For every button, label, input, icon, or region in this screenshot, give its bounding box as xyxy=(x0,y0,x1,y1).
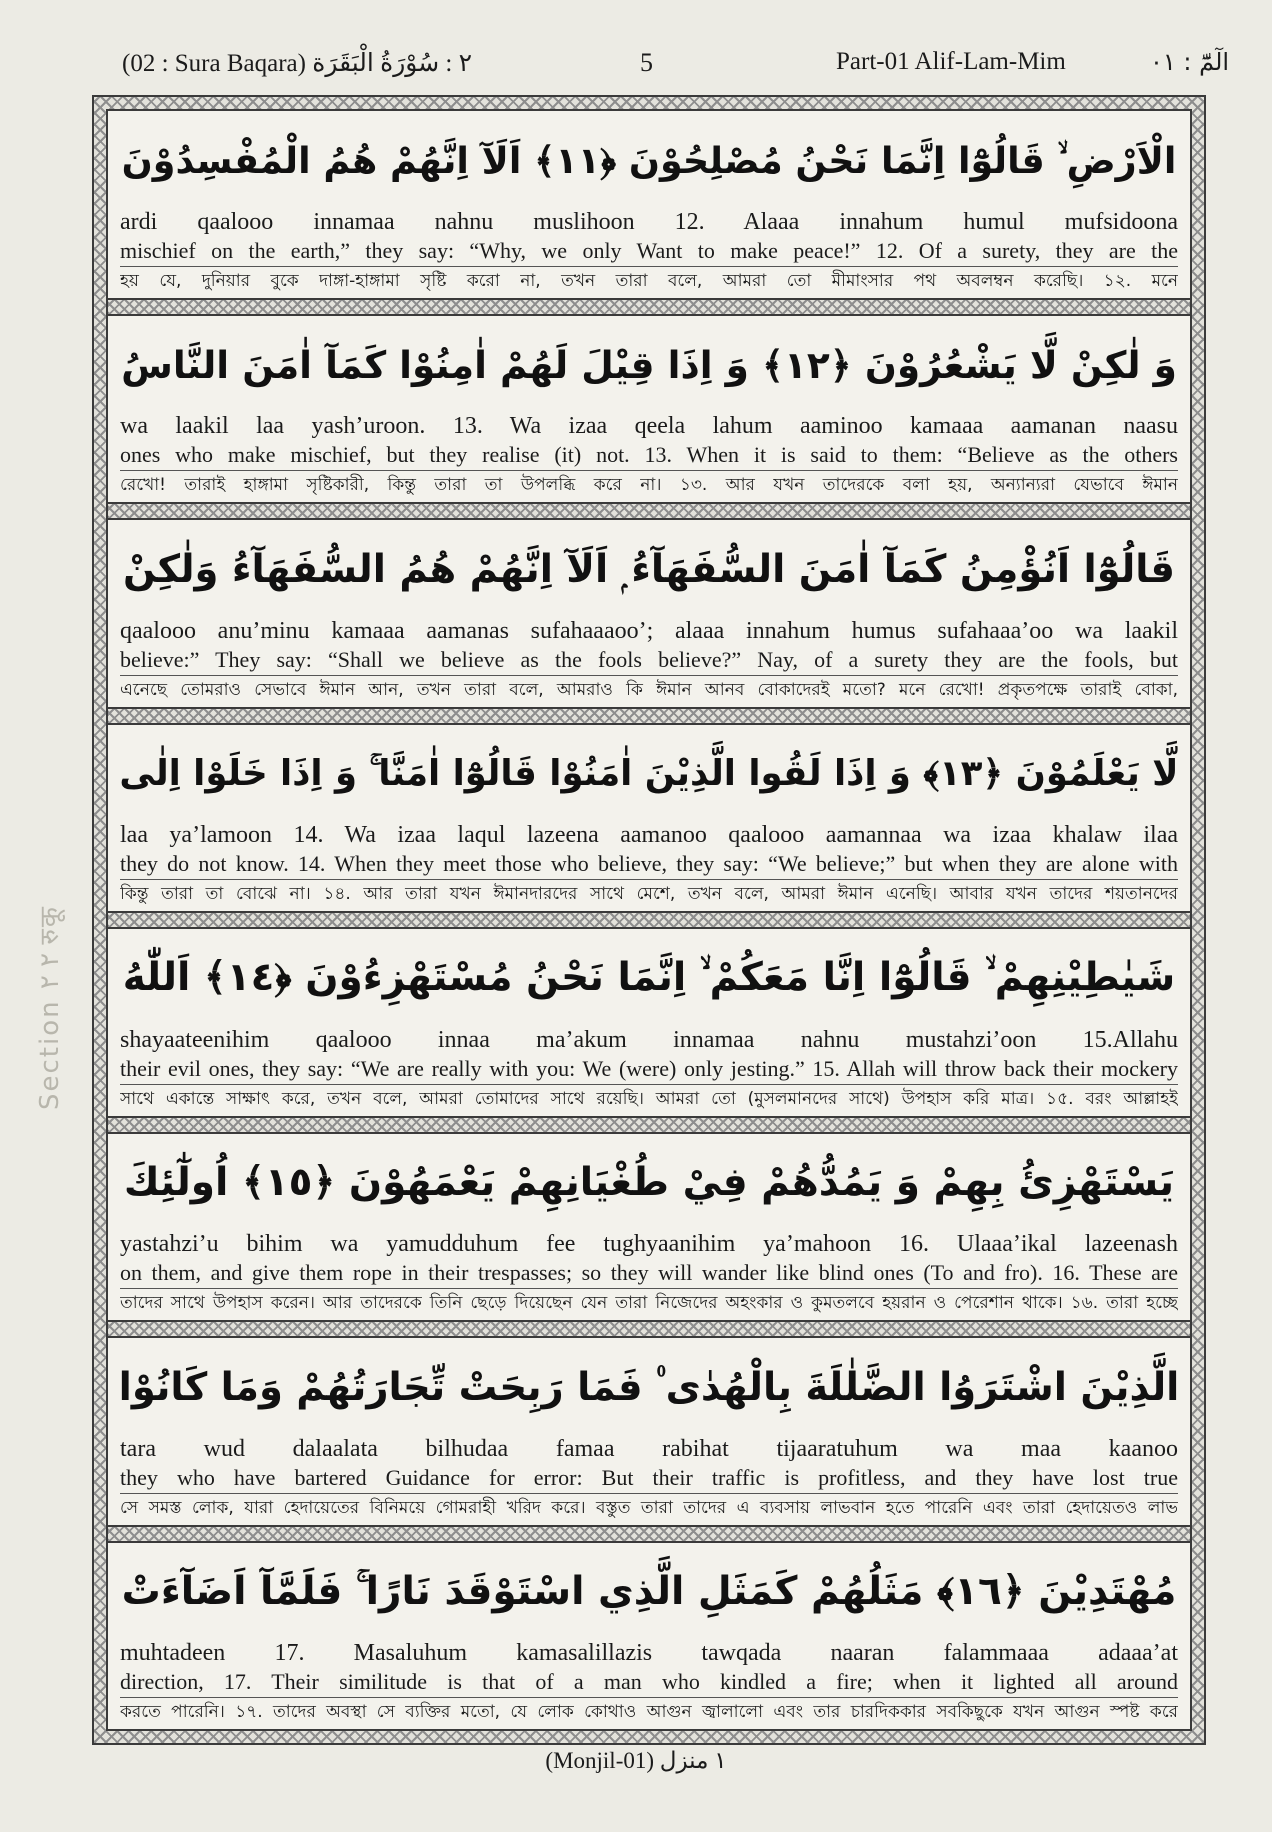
transliteration: shayaateenihim qaalooo innaa ma’akum innamaa nahnu mustahzi’oon 15.Allahu xyxy=(120,1026,1178,1053)
verse-block xyxy=(108,316,1190,503)
verse-block xyxy=(108,1338,1190,1525)
arabic-text: وَ لٰكِنْ لَّا يَشْعُرُوْنَ ﴿١٢﴾ وَ اِذَا قِيْلَ لَهُمْ اٰمِنُوْا كَمَآ اٰمَنَ النَّاسُ xyxy=(121,342,1177,387)
transliteration: laa ya’lamoon 14. Wa izaa laqul lazeena aamanoo qaalooo aamannaa wa izaa khalaw ilaa xyxy=(120,822,1178,848)
transliteration: ardi qaalooo innamaa nahnu muslihoon 12. Alaaa innahum humul mufsidoona xyxy=(120,208,1178,235)
sura-title: (02 : Sura Baqara) ٢ : سُوْرَةُ الْبَقَرَة xyxy=(122,50,473,77)
english-translation: believe:” They say: “Shall we believe as the fools believe?” Nay, of a surety they are the fools, but xyxy=(120,646,1178,672)
bengali-translation: হয় যে, দুনিয়ার বুকে দাঙ্গা-হাঙ্গামা সৃষ্টি করো না, তখন তারা বলে, আমরা তো মীমাংসার পথ অবলম্বন করেছি। ১২. মনে xyxy=(120,266,1178,295)
ornamental-divider xyxy=(108,1525,1190,1543)
transliteration: yastahzi’u bihim wa yamudduhum fee tughyaanihim ya’mahoon 16. Ulaaa’ikal lazeenash xyxy=(120,1231,1178,1257)
arabic-text: قَالُوْٓا اَنُؤْمِنُ كَمَآ اٰمَنَ السُّفَهَآءُ ۭ اَلَآ اِنَّهُمْ هُمُ السُّفَهَآءُ وَلٰكِنْ xyxy=(123,546,1175,592)
section-side-label: Section ٢ ٢ रुकू xyxy=(35,905,65,1110)
arabic-text: الَّذِيْنَ اشْتَرَوُا الضَّلٰلَةَ بِالْهُدٰى ۠ فَمَا رَبِحَتْ تِّجَارَتُهُمْ وَمَا كَانُوْا xyxy=(118,1364,1180,1410)
ornamental-divider xyxy=(108,298,1190,316)
transliteration: qaalooo anu’minu kamaaa aamanas sufahaaaoo’; alaaa innahum humus sufahaaa’oo wa laakil xyxy=(120,617,1178,644)
part-arabic: الٓمّٓ : ٠١ xyxy=(1150,48,1230,76)
transliteration: muhtadeen 17. Masaluhum kamasalillazis tawqada naaran falammaaa adaaa’at xyxy=(120,1640,1178,1666)
page-number: 5 xyxy=(640,48,653,77)
arabic-text: شَيٰطِيْنِهِمْ ۙ قَالُوْٓا اِنَّا مَعَكُمْ ۙ اِنَّمَا نَحْنُ مُسْتَهْزِءُوْنَ ﴿١٤﴾ اَللّٰهُ xyxy=(122,955,1176,1001)
bengali-translation: তাদের সাথে উপহাস করেন। আর তাদেরকে তিনি ছেড়ে দিয়েছেন যেন তারা নিজেদের অহংকার ও কুমতলবে হয়রান ও পেরেশান থাকে। ১৬. তারা হচ্ছে xyxy=(120,1288,1178,1317)
ornamental-divider xyxy=(108,1116,1190,1134)
bengali-translation: কিন্তু তারা তা বোঝে না। ১৪. আর তারা যখন ঈমানদারদের সাথে মেশে, তখন বলে, আমরা ঈমান এনেছি। আবার যখন তাদের শয়তানদের xyxy=(120,879,1178,908)
arabic-text: الْاَرْضِ ۙ قَالُوْٓا اِنَّمَا نَحْنُ مُصْلِحُوْنَ ﴿١١﴾ اَلَآ اِنَّهُمْ هُمُ الْمُفْسِدُوْنَ xyxy=(121,138,1177,182)
ornamental-divider xyxy=(108,911,1190,929)
english-translation: they do not know. 14. When they meet those who believe, they say: “We believe;” but when they are alone with xyxy=(120,851,1178,876)
verse-block xyxy=(108,111,1190,298)
english-translation: their evil ones, they say: “We are really with you: We (were) only jesting.” 15. Allah will throw back their mockery xyxy=(120,1055,1178,1081)
verse-block xyxy=(108,1134,1190,1321)
bengali-translation: করতে পারেনি। ১৭. তাদের অবস্থা সে ব্যক্তির মতো, যে লোক কোথাও আগুন জ্বালালো এবং তার চারদিককার সবকিছুকে যখন আগুন স্পষ্ট করে xyxy=(120,1697,1178,1726)
ornamental-border xyxy=(92,95,1206,1745)
bengali-translation: সে সমস্ত লোক, যারা হেদায়েতের বিনিময়ে গোমরাহী খরিদ করে। বস্তুত তারা তাদের এ ব্যবসায় লাভবান হতে পারেনি এবং তারা হেদায়েতও লাভ xyxy=(120,1493,1178,1522)
bengali-translation: রেখো! তারাই হাঙ্গামা সৃষ্টিকারী, কিন্তু তারা তা উপলব্ধি করে না। ১৩. আর যখন তাদেরকে বলা হয়, অন্যান্যরা যেভাবে ঈমান xyxy=(120,470,1178,499)
ornamental-divider xyxy=(108,1320,1190,1338)
verse-block xyxy=(108,929,1190,1116)
arabic-text: يَسْتَهْزِئُ بِهِمْ وَ يَمُدُّهُمْ فِيْ طُغْيَانِهِمْ يَعْمَهُوْنَ ﴿١٥﴾ اُولٰٓئِكَ xyxy=(123,1159,1175,1205)
verse-block xyxy=(108,725,1190,912)
ornamental-divider xyxy=(108,707,1190,725)
arabic-text: لَّا يَعْلَمُوْنَ ﴿١٣﴾ وَ اِذَا لَقُوا الَّذِيْنَ اٰمَنُوْا قَالُوْٓا اٰمَنَّا ۚ وَ اِذَا خَلَوْا اِلٰى xyxy=(119,752,1179,794)
verse-block xyxy=(108,1543,1190,1730)
bengali-translation: সাথে একান্তে সাক্ষাৎ করে, তখন বলে, আমরা তোমাদের সাথে রয়েছি। আমরা তো (মুসলমানদের সাথে) উপহাস করি মাত্র। ১৫. বরং আল্লাহই xyxy=(120,1084,1178,1113)
english-translation: on them, and give them rope in their trespasses; so they will wander like blind ones (To and fro). 16. These are xyxy=(120,1260,1178,1285)
part-title: Part-01 Alif-Lam-Mim xyxy=(836,48,1066,75)
transliteration: tara wud dalaalata bilhudaa famaa rabihat tijaaratuhum wa maa kaanoo xyxy=(120,1435,1178,1462)
verse-block xyxy=(108,520,1190,707)
english-translation: ones who make mischief, but they realise (it) not. 13. When it is said to them: “Believe as the others xyxy=(120,442,1178,467)
page-header xyxy=(0,48,1272,92)
manzil-footer: (Monjil-01) ١ منزل xyxy=(545,1748,727,1773)
arabic-text: مُهْتَدِيْنَ ﴿١٦﴾ مَثَلُهُمْ كَمَثَلِ الَّذِي اسْتَوْقَدَ نَارًا ۚ فَلَمَّآ اَضَآءَتْ xyxy=(121,1568,1177,1614)
ornamental-divider xyxy=(108,502,1190,520)
english-translation: mischief on the earth,” they say: “Why, we only Want to make peace!” 12. Of a surety, they are the xyxy=(120,237,1178,263)
english-translation: they who have bartered Guidance for error: But their traffic is profitless, and they have lost true xyxy=(120,1464,1178,1490)
transliteration: wa laakil laa yash’uroon. 13. Wa izaa qeela lahum aaminoo kamaaa aamanan naasu xyxy=(120,413,1178,439)
english-translation: direction, 17. Their similitude is that of a man who kindled a fire; when it lighted all around xyxy=(120,1669,1178,1694)
verses-container xyxy=(106,109,1192,1731)
bengali-translation: এনেছে তোমরাও সেভাবে ঈমান আন, তখন তারা বলে, আমরাও কি ঈমান আনব বোকাদেরই মতো? মনে রেখো! প্রকৃতপক্ষে তারাই বোকা, xyxy=(120,675,1178,704)
